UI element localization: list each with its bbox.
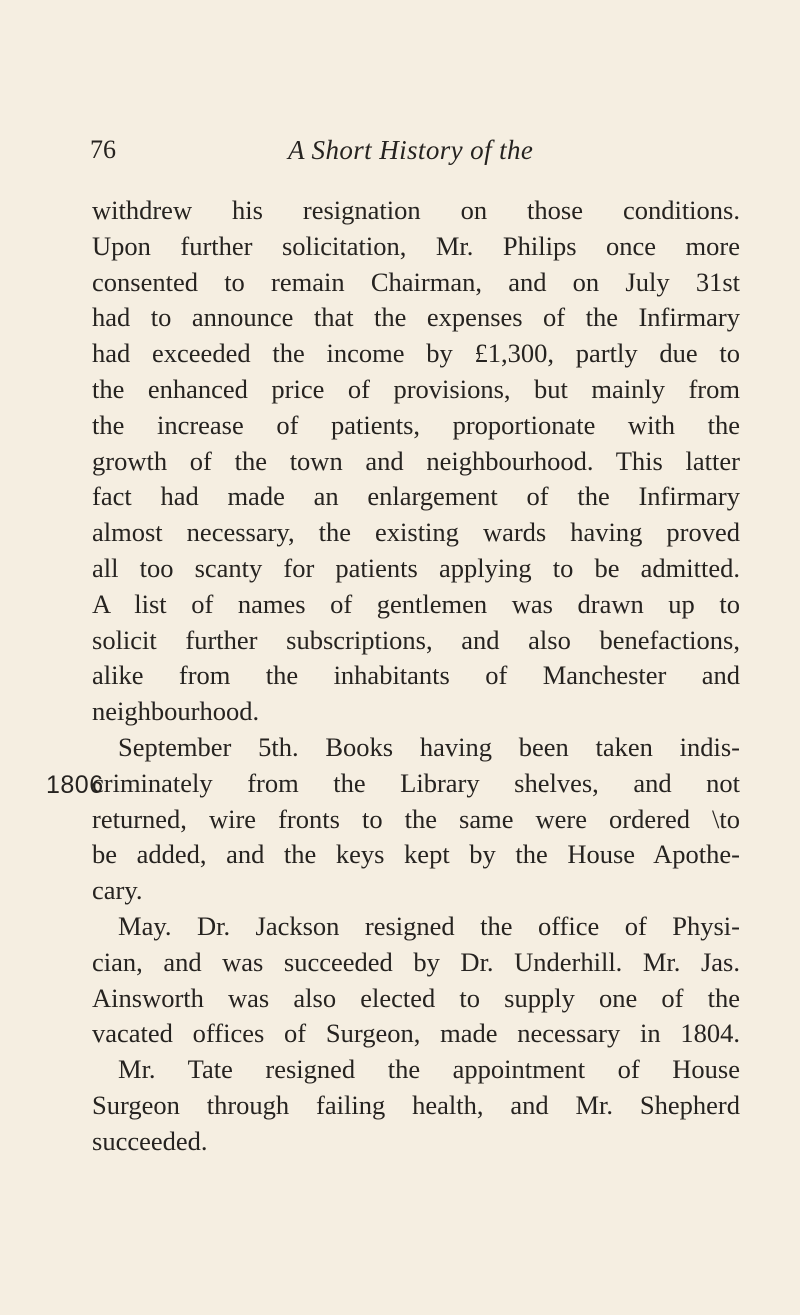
text-line: vacated offices of Surgeon, made necessary in 1804. [92,1018,740,1049]
text-line: fact had made an enlargement of the Infirmary [92,481,740,512]
body-text [92,193,740,1160]
text-line: neighbourhood. [92,696,260,727]
text-line: almost necessary, the existing wards having proved [92,517,740,548]
text-line: the increase of patients, proportionate with the [92,409,740,440]
text-line: May. Dr. Jackson resigned the office of Physi- [118,910,740,941]
text-line: the enhanced price of provisions, but mainly from [92,373,740,404]
running-title: A Short History of the [288,135,534,165]
text-line: had exceeded the income by £1,300, partly due to [92,338,740,369]
text-line: had to announce that the expenses of the Infirmary [92,302,740,333]
text-line: alike from the inhabitants of Manchester and [92,660,740,691]
text-line: consented to remain Chairman, and on July 31st [92,266,740,297]
text-line: be added, and the keys kept by the House Apothe- [92,839,740,870]
text-line: cian, and was succeeded by Dr. Underhill. Mr. Jas. [92,946,740,977]
text-line: Ainsworth was also elected to supply one of the [92,982,740,1013]
text-line: Upon further solicitation, Mr. Philips once more [92,230,740,261]
text-line: succeeded. [92,1125,208,1156]
text-line: cary. [92,875,143,906]
margin-year-note: 1806 [46,771,104,799]
text-line: A list of names of gentlemen was drawn up to [92,588,740,619]
running-head [90,135,740,175]
text-line: criminately from the Library shelves, and not [92,767,740,798]
text-line: returned, wire fronts to the same were ordered \to [92,803,740,834]
text-line: all too scanty for patients applying to be admitted. [92,552,740,583]
text-line: Surgeon through failing health, and Mr. Shepherd [92,1089,740,1120]
text-line: growth of the town and neighbourhood. This latter [92,445,740,476]
page-number: 76 [90,135,116,164]
text-line: withdrew his resignation on those conditions. [92,195,740,225]
text-line: September 5th. Books having been taken indis- [118,731,740,762]
text-line: solicit further subscriptions, and also benefactions, [92,624,740,655]
text-line: Mr. Tate resigned the appointment of House [118,1054,740,1085]
